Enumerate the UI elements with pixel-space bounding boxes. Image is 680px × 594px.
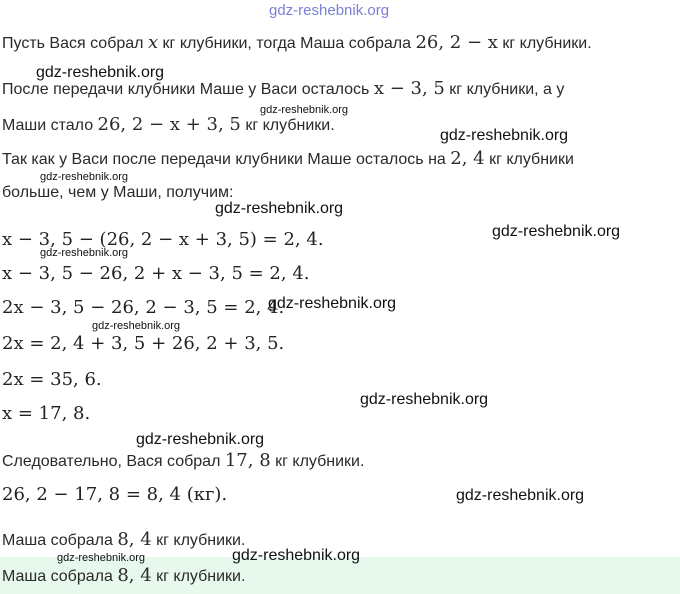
math-inline: 8, 4	[117, 529, 152, 550]
equation-2: x − 3, 5 − 26, 2 + x − 3, 5 = 2, 4.	[2, 263, 310, 284]
equation-4: 2x = 2, 4 + 3, 5 + 26, 2 + 3, 5.	[2, 333, 285, 354]
equation-7: 26, 2 − 17, 8 = 8, 4 (кг).	[2, 484, 228, 505]
equation-5: 2x = 35, 6.	[2, 369, 102, 390]
text-line-2	[2, 79, 564, 100]
text-segment: кг клубники, а у	[444, 81, 565, 98]
text-segment: После передачи клубники Маше у Васи осталось	[2, 81, 374, 98]
math-inline: 8, 4	[117, 565, 152, 586]
conclusion-line-1	[2, 451, 364, 472]
math-inline: 26, 2 − x	[415, 32, 498, 53]
text-segment: Маша собрала	[2, 532, 118, 549]
text-segment: Следовательно, Вася собрал	[2, 453, 225, 470]
answer-line	[2, 566, 245, 587]
watermark: gdz-reshebnik.org	[268, 295, 397, 312]
text-segment: Так как у Васи после передачи клубники Маше осталось на	[2, 151, 451, 168]
math-inline: 2, 4	[450, 148, 485, 169]
equation-1: x − 3, 5 − (26, 2 − x + 3, 5) = 2, 4.	[2, 229, 324, 250]
watermark: gdz-reshebnik.org	[40, 171, 129, 183]
equation-6: x = 17, 8.	[2, 403, 91, 424]
watermark: gdz-reshebnik.org	[360, 391, 489, 408]
math-inline: x − 3, 5	[373, 78, 445, 99]
watermark: gdz-reshebnik.org	[36, 64, 165, 81]
text-line-1	[2, 33, 592, 54]
watermark: gdz-reshebnik.org	[57, 552, 146, 564]
watermark: gdz-reshebnik.org	[136, 431, 265, 448]
watermark: gdz-reshebnik.org	[92, 320, 181, 332]
text-segment: кг клубники.	[151, 532, 246, 549]
math-inline: 17, 8	[224, 450, 271, 471]
text-segment: кг клубники, тогда Маша собрала	[158, 35, 416, 52]
watermark: gdz-reshebnik.org	[40, 247, 129, 259]
text-segment: Маши стало	[2, 117, 98, 134]
watermark: gdz-reshebnik.org	[492, 223, 621, 240]
text-line-5: больше, чем у Маши, получим:	[2, 184, 234, 201]
watermark: gdz-reshebnik.org	[232, 547, 361, 564]
watermark: gdz-reshebnik.org	[456, 487, 585, 504]
text-segment: кг клубники.	[270, 453, 365, 470]
text-segment: кг клубники.	[151, 568, 246, 585]
text-segment: кг клубники	[484, 151, 574, 168]
watermark: gdz-reshebnik.org	[215, 200, 344, 217]
text-segment: кг клубники.	[497, 35, 592, 52]
equation-3: 2x − 3, 5 − 26, 2 − 3, 5 = 2, 4.	[2, 297, 285, 318]
text-line-3	[2, 115, 335, 136]
watermark: gdz-reshebnik.org	[260, 104, 349, 116]
watermark: gdz-reshebnik.org	[440, 127, 569, 144]
header-watermark: gdz-reshebnik.org	[269, 2, 390, 19]
text-segment: Пусть Вася собрал	[2, 35, 148, 52]
math-inline: x	[147, 32, 159, 53]
text-segment: кг клубники.	[240, 117, 335, 134]
conclusion-line-2	[2, 530, 245, 551]
text-line-4	[2, 149, 574, 170]
text-segment: Маша собрала	[2, 568, 118, 585]
math-inline: 26, 2 − x + 3, 5	[97, 114, 241, 135]
